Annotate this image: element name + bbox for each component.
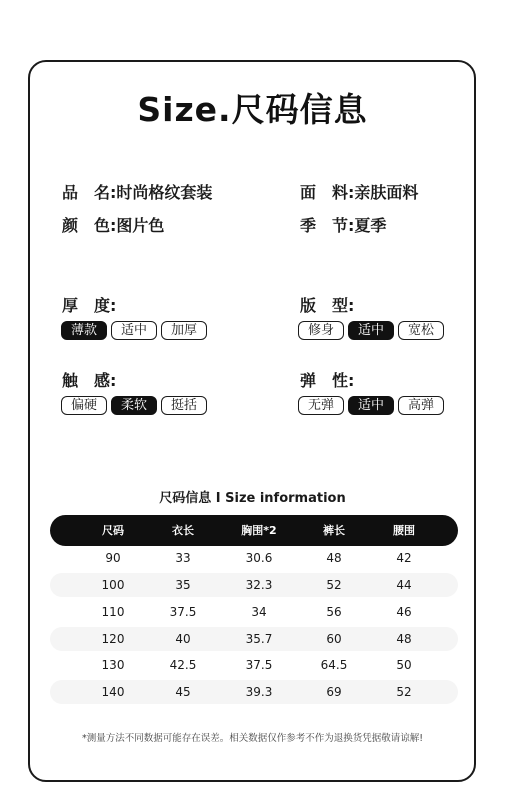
elasticity-options: [298, 396, 444, 415]
thickness-option[interactable]: 适中: [111, 321, 157, 340]
info-color-label: 颜 色:: [62, 216, 117, 235]
table-cell: 32.3: [245, 578, 273, 592]
touch-options: [61, 396, 207, 415]
table-cell: 50: [396, 658, 412, 672]
table-cell: 48: [326, 551, 342, 565]
table-cell: 44: [396, 578, 412, 592]
table-cell: 120: [101, 632, 125, 646]
table-row: [50, 653, 458, 677]
table-row: [50, 546, 458, 570]
thickness-options: [61, 321, 207, 340]
info-fabric-value: 亲肤面料: [354, 183, 419, 202]
touch-option[interactable]: 偏硬: [61, 396, 107, 415]
size-table-title: 尺码信息 I Size information: [159, 491, 346, 506]
disclaimer-note: *测量方法不同数据可能存在误差。相关数据仅作参考不作为退换货凭据敬请谅解!: [81, 733, 424, 744]
table-cell: 37.5: [169, 605, 197, 619]
table-cell: 52: [326, 578, 342, 592]
table-cell: 35: [175, 578, 191, 592]
size-table-header: [50, 515, 458, 546]
table-cell: 30.6: [245, 551, 273, 565]
info-name: [62, 180, 212, 203]
elasticity-option[interactable]: 高弹: [398, 396, 444, 415]
table-cell: 45: [175, 685, 191, 699]
table-row: [50, 573, 458, 597]
thickness-label: 厚 度:: [62, 296, 117, 315]
table-row: [50, 680, 458, 704]
table-cell: 110: [101, 605, 125, 619]
fit-option[interactable]: 适中: [348, 321, 394, 340]
table-cell: 100: [101, 578, 125, 592]
table-cell: 140: [101, 685, 125, 699]
table-cell: 37.5: [245, 658, 273, 672]
table-cell: 56: [326, 605, 342, 619]
thickness-option[interactable]: 薄款: [61, 321, 107, 340]
table-cell: 48: [396, 632, 412, 646]
fit-option[interactable]: 修身: [298, 321, 344, 340]
info-color: [62, 213, 164, 236]
table-cell: 52: [396, 685, 412, 699]
table-cell: 42.5: [169, 658, 197, 672]
table-cell: 33: [175, 551, 191, 565]
table-cell: 130: [101, 658, 125, 672]
fit-option[interactable]: 宽松: [398, 321, 444, 340]
fit-options: [298, 321, 444, 340]
table-cell: 42: [396, 551, 412, 565]
table-cell: 69: [326, 685, 342, 699]
table-cell: 64.5: [320, 658, 348, 672]
fit-label: 版 型:: [300, 296, 355, 315]
table-row: [50, 627, 458, 651]
table-cell: 34: [251, 605, 267, 619]
table-cell: 60: [326, 632, 342, 646]
header-top-length: 衣长: [172, 524, 194, 537]
info-color-value: 图片色: [116, 216, 165, 235]
info-name-value: 时尚格纹套装: [116, 183, 213, 202]
header-pants-length: 裤长: [323, 524, 345, 537]
page-title: Size.尺码信息: [137, 90, 368, 129]
table-cell: 90: [105, 551, 121, 565]
table-cell: 39.3: [245, 685, 273, 699]
table-cell: 40: [175, 632, 191, 646]
thickness-option[interactable]: 加厚: [161, 321, 207, 340]
table-cell: 46: [396, 605, 412, 619]
info-season: [300, 213, 386, 236]
info-season-value: 夏季: [354, 216, 387, 235]
info-fabric: [300, 180, 418, 203]
info-name-label: 品 名:: [62, 183, 117, 202]
touch-option[interactable]: 柔软: [111, 396, 157, 415]
elasticity-option[interactable]: 适中: [348, 396, 394, 415]
table-row: [50, 600, 458, 624]
touch-option[interactable]: 挺括: [161, 396, 207, 415]
elasticity-label: 弹 性:: [300, 371, 355, 390]
header-size: 尺码: [102, 524, 124, 537]
header-chest: 胸围*2: [241, 524, 277, 537]
table-cell: 35.7: [245, 632, 273, 646]
elasticity-option[interactable]: 无弹: [298, 396, 344, 415]
info-season-label: 季 节:: [300, 216, 355, 235]
info-fabric-label: 面 料:: [300, 183, 355, 202]
header-waist: 腰围: [393, 524, 415, 537]
touch-label: 触 感:: [62, 371, 117, 390]
